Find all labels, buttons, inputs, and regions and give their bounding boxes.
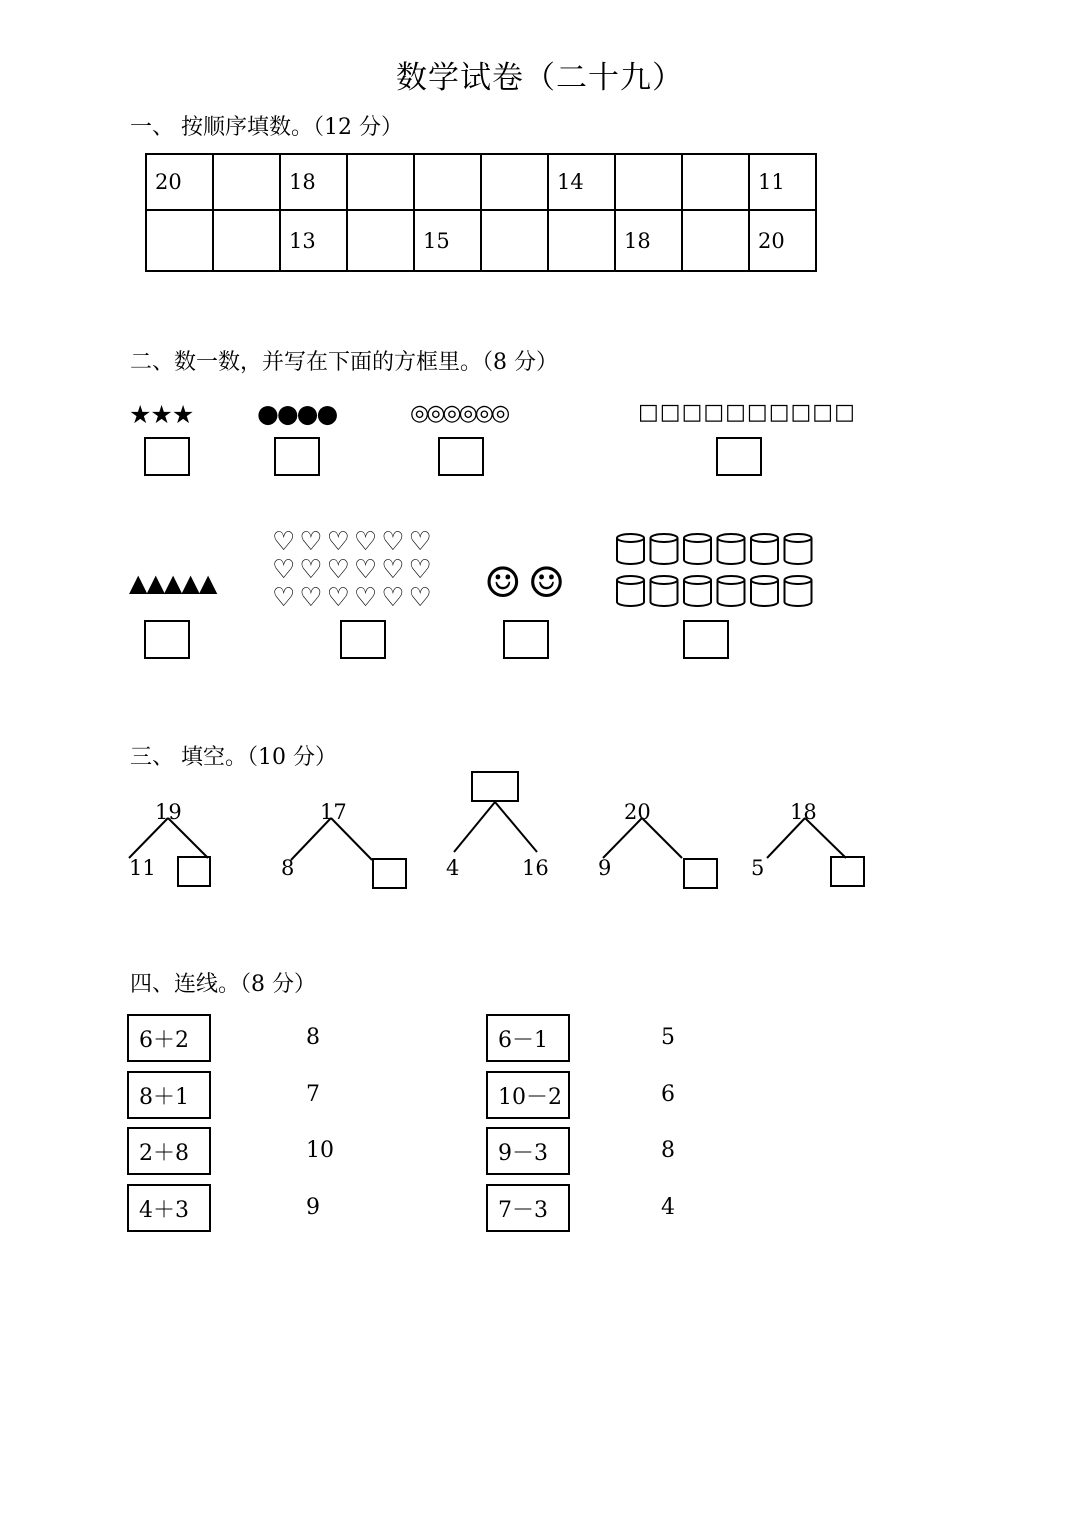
tree-answer-box-2[interactable] [372,858,407,889]
table-cell[interactable] [414,154,481,210]
cylinder-icon [718,576,745,606]
table-cell[interactable] [347,154,414,210]
table-cell[interactable] [682,210,749,271]
answer-box-squares[interactable] [716,437,762,476]
right-expression-box[interactable]: 10－2 [486,1071,570,1119]
smiley-icon: ☺☺ [484,558,572,607]
heart-row: ♡♡♡♡♡♡ [272,583,436,613]
left-answer[interactable]: 9 [306,1195,320,1220]
star-icon: ★★★ [129,400,194,429]
table-cell[interactable]: 18 [615,210,682,271]
cylinder-icon [684,534,711,564]
tree-left-2: 8 [281,856,295,880]
answer-box-hearts[interactable] [340,620,386,659]
table-cell[interactable]: 20 [749,210,816,271]
right-answer[interactable]: 5 [661,1025,675,1050]
cylinder-icon [785,576,812,606]
tree-top-1: 19 [155,800,182,824]
tree-answer-box-4[interactable] [683,858,718,889]
answer-box-double-circles[interactable] [438,437,484,476]
table-cell[interactable]: 18 [280,154,347,210]
left-expression-box[interactable]: 6＋2 [127,1014,211,1062]
answer-box-triangles[interactable] [144,620,190,659]
table-cell[interactable] [347,210,414,271]
table-cell[interactable] [146,210,213,271]
table-row [146,154,816,210]
right-expression-box[interactable]: 6－1 [486,1014,570,1062]
tree-answer-box-3[interactable] [471,771,519,802]
table-row [146,210,816,271]
right-expression-box[interactable]: 9－3 [486,1127,570,1175]
tree-top-4: 20 [624,800,651,824]
double-circle-icon: ◎◎◎◎◎◎ [410,401,508,426]
answer-box-circles[interactable] [274,437,320,476]
left-answer[interactable]: 7 [306,1082,320,1107]
section3-heading: 三、 填空。（10 分） [130,745,337,770]
cylinder-icon [651,534,678,564]
tree-right-3: 16 [522,856,549,880]
table-cell[interactable]: 13 [280,210,347,271]
section2-heading: 二、数一数，并写在下面的方框里。（8 分） [130,350,558,375]
cylinder-icon [617,576,644,606]
cylinder-icon [785,534,812,564]
left-expression-box[interactable]: 2＋8 [127,1127,211,1175]
cylinder-icon [751,576,778,606]
table-cell[interactable] [481,210,548,271]
black-circle-icon: ●●●● [257,399,337,428]
heart-row: ♡♡♡♡♡♡ [272,527,436,557]
triangle-icon: ▲▲▲▲▲ [129,569,217,597]
table-cell[interactable] [615,154,682,210]
cylinder-icon [751,534,778,564]
left-expression-box[interactable]: 4＋3 [127,1184,211,1232]
table-cell[interactable] [481,154,548,210]
section1-heading: 一、 按顺序填数。（12 分） [130,115,403,140]
table-cell[interactable]: 14 [548,154,615,210]
heart-row: ♡♡♡♡♡♡ [272,555,436,585]
right-answer[interactable]: 4 [661,1195,675,1220]
table-cell[interactable] [213,154,280,210]
answer-box-cylinders[interactable] [683,620,729,659]
cylinder-icon [718,534,745,564]
answer-box-smileys[interactable] [503,620,549,659]
left-answer[interactable]: 8 [306,1025,320,1050]
tree-answer-box-1[interactable] [177,856,211,887]
cylinder-icon [617,534,644,564]
table-cell[interactable]: 15 [414,210,481,271]
table-cell[interactable] [213,210,280,271]
tree-left-1: 11 [129,856,156,880]
cylinder-icon [615,532,815,612]
heart-icon [272,528,436,612]
tree-left-3: 4 [446,856,460,880]
tree-left-4: 9 [598,856,612,880]
right-expression-box[interactable]: 7－3 [486,1184,570,1232]
tree-top-5: 18 [790,800,817,824]
right-answer[interactable]: 6 [661,1082,675,1107]
cylinder-icon [651,576,678,606]
tree-left-5: 5 [751,856,765,880]
left-expression-box[interactable]: 8＋1 [127,1071,211,1119]
tree-lines-1 [0,0,1,1]
cylinder-icon [684,576,711,606]
tree-top-2: 17 [320,800,347,824]
right-answer[interactable]: 8 [661,1138,675,1163]
sequence-table [145,153,817,272]
left-answer[interactable]: 10 [306,1138,334,1163]
answer-box-stars[interactable] [144,437,190,476]
table-cell[interactable]: 20 [146,154,213,210]
table-cell[interactable] [548,210,615,271]
page-title: 数学试卷（二十九） [396,60,684,96]
tree-answer-box-5[interactable] [830,856,865,887]
white-square-icon: □□□□□□□□□□ [638,400,856,425]
table-cell[interactable] [682,154,749,210]
table-cell[interactable]: 11 [749,154,816,210]
section4-heading: 四、连线。（8 分） [130,972,316,997]
